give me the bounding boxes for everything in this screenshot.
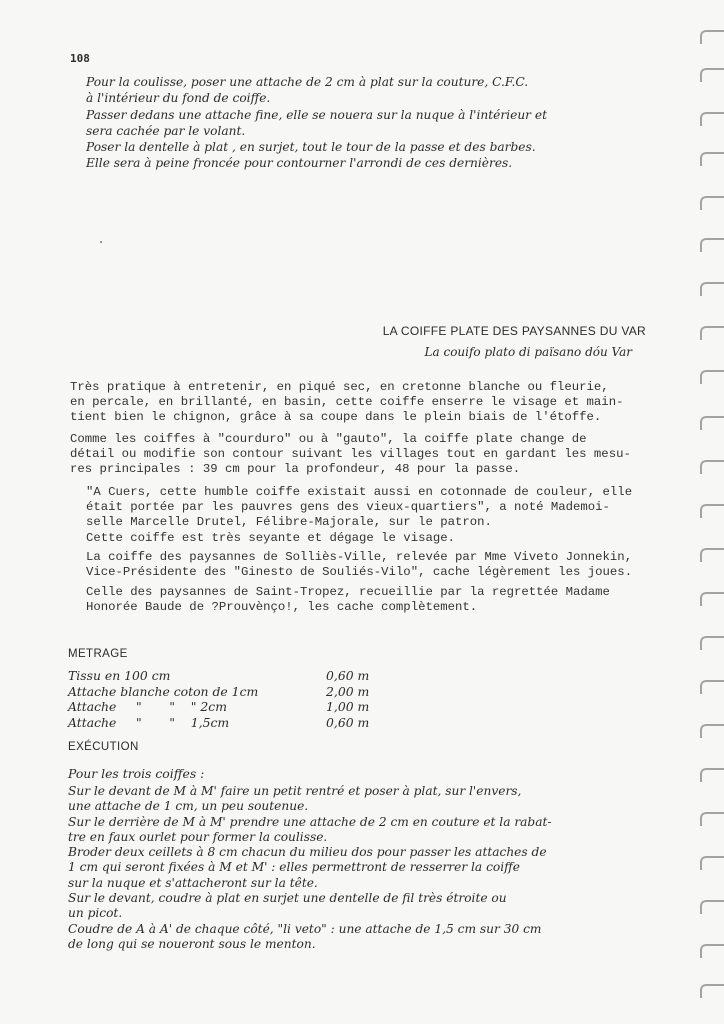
execution-text	[68, 784, 648, 952]
metrage-value: 2,00 m	[326, 683, 370, 699]
binder-ring	[700, 370, 724, 384]
execution-line: 1 cm qui seront fixées à M et M' : elles permettront de resserrer la coiffe	[68, 860, 520, 875]
binder-ring	[700, 504, 724, 518]
metrage-label: Attache " " 1,5cm	[68, 714, 230, 730]
paragraph-5	[86, 585, 610, 615]
binder-ring	[700, 112, 724, 126]
metrage-value: 1,00 m	[326, 699, 370, 714]
metrage-heading: METRAGE	[68, 648, 128, 660]
binder-ring	[700, 724, 724, 738]
binder-ring	[700, 944, 724, 958]
paragraph-line: "A Cuers, cette humble coiffe existait aussi en cotonnade de couleur, elle	[86, 485, 633, 499]
binder-ring	[700, 460, 724, 474]
section-title: LA COIFFE PLATE DES PAYSANNES DU VAR	[382, 324, 646, 338]
execution-line: Broder deux ceillets à 8 cm chacun du milieu dos pour passer les attaches de	[68, 845, 547, 860]
top-note-line: Passer dedans une attache fine, elle se nouera sur la nuque à l'intérieur et	[86, 107, 547, 122]
binder-ring	[700, 326, 724, 340]
paragraph-3	[86, 485, 632, 546]
paragraph-4	[86, 550, 632, 580]
binder-ring	[700, 152, 724, 166]
paragraph-2	[70, 432, 631, 478]
execution-line: une attache de 1 cm, un peu soutenue.	[68, 799, 309, 814]
metrage-value: 0,60 m	[326, 668, 370, 683]
metrage-label: Attache blanche coton de 1cm	[68, 683, 259, 699]
paragraph-line: Celle des paysannes de Saint-Tropez, recueillie par la regrettée Madame	[86, 585, 610, 599]
section-subtitle: La couifo plato di païsano dóu Var	[424, 345, 632, 359]
binder-ring	[700, 30, 724, 44]
binder-ring	[700, 548, 724, 562]
paragraph-line: était portée par les pauvres gens des vieux-quartiers", a noté Mademoi-	[86, 500, 610, 515]
top-note-line: sera cachée par le volant.	[86, 123, 246, 138]
binder-ring	[700, 636, 724, 650]
binder-ring	[700, 856, 724, 870]
top-note-line: Pour la coulisse, poser une attache de 2 cm à plat sur la couture, C.F.C.	[86, 75, 529, 89]
paragraph-1	[70, 380, 623, 426]
binder-ring	[700, 196, 724, 210]
paragraph-line: Comme les coiffes à "courduro" ou à "gauto", la coiffe plate change de	[70, 432, 587, 446]
binder-ring	[700, 416, 724, 430]
execution-line: de long qui se noueront sous le menton.	[68, 936, 316, 951]
execution-heading: EXÉCUTION	[68, 741, 139, 753]
binder-ring	[700, 282, 724, 296]
binder-ring	[700, 68, 724, 82]
stray-mark	[100, 241, 102, 243]
paragraph-line: Vice-Présidente des "Ginesto de Souliés-Vilo", cache légèrement les joues.	[86, 565, 633, 580]
binder-ring	[700, 592, 724, 606]
paragraph-line: en percale, en brillanté, en basin, cette coiffe enserre le visage et main-	[70, 395, 624, 410]
top-note-line: Poser la dentelle à plat , en surjet, tout le tour de la passe et des barbes.	[86, 140, 536, 155]
paragraph-line: Honorée Baude de ?Prouvènço!, les cache complètement.	[86, 600, 478, 615]
binder-ring	[700, 812, 724, 826]
paragraph-line: détail ou modifie son contour suivant les villages tout en gardant les mesu-	[70, 447, 631, 462]
metrage-label: Attache " " " 2cm	[68, 699, 227, 714]
binder-ring	[700, 238, 724, 252]
binder-ring	[700, 768, 724, 782]
top-note-line: à l'intérieur du fond de coiffe.	[86, 91, 271, 106]
execution-line: un picot.	[68, 906, 123, 921]
paragraph-line: La coiffe des paysannes de Solliès-Ville, relevée par Mme Viveto Jonnekin,	[86, 550, 633, 564]
page-number: 108	[70, 52, 90, 65]
execution-line: Sur le derrière de M à M' prendre une attache de 2 cm en couture et la rabat-	[68, 814, 552, 829]
execution-line: tre en faux ourlet pour former la coulisse.	[68, 829, 328, 844]
top-note	[86, 74, 666, 172]
execution-line: Sur le devant, coudre à plat en surjet une dentelle de fil très étroite ou	[68, 891, 507, 906]
metrage-label: Tissu en 100 cm	[68, 668, 171, 683]
paragraph-line: Cette coiffe est très seyante et dégage le visage.	[86, 530, 455, 545]
top-note-line: Elle sera à peine froncée pour contourner l'arrondi de ces dernières.	[86, 156, 513, 171]
binder-ring	[700, 680, 724, 694]
execution-intro: Pour les trois coiffes :	[68, 766, 205, 781]
paragraph-line: tient bien le chignon, grâce à sa coupe dans le plein biais de l'étoffe.	[70, 410, 602, 425]
binder-ring	[700, 900, 724, 914]
paragraph-line: selle Marcelle Drutel, Félibre-Majorale, sur le patron.	[86, 515, 492, 530]
paragraph-line: res principales : 39 cm pour la profondeur, 48 pour la passe.	[70, 462, 521, 477]
paragraph-line: Très pratique à entretenir, en piqué sec, en cretonne blanche ou fleurie,	[70, 380, 609, 394]
metrage-value: 0,60 m	[326, 714, 370, 730]
execution-line: Coudre de A à A' de chaque côté, "li veto" : une attache de 1,5 cm sur 30 cm	[68, 921, 542, 936]
execution-line: sur la nuque et s'attacheront sur la tête.	[68, 875, 318, 890]
binder-ring	[700, 984, 724, 998]
execution-line: Sur le devant de M à M' faire un petit rentré et poser à plat, sur l'envers,	[68, 784, 522, 798]
